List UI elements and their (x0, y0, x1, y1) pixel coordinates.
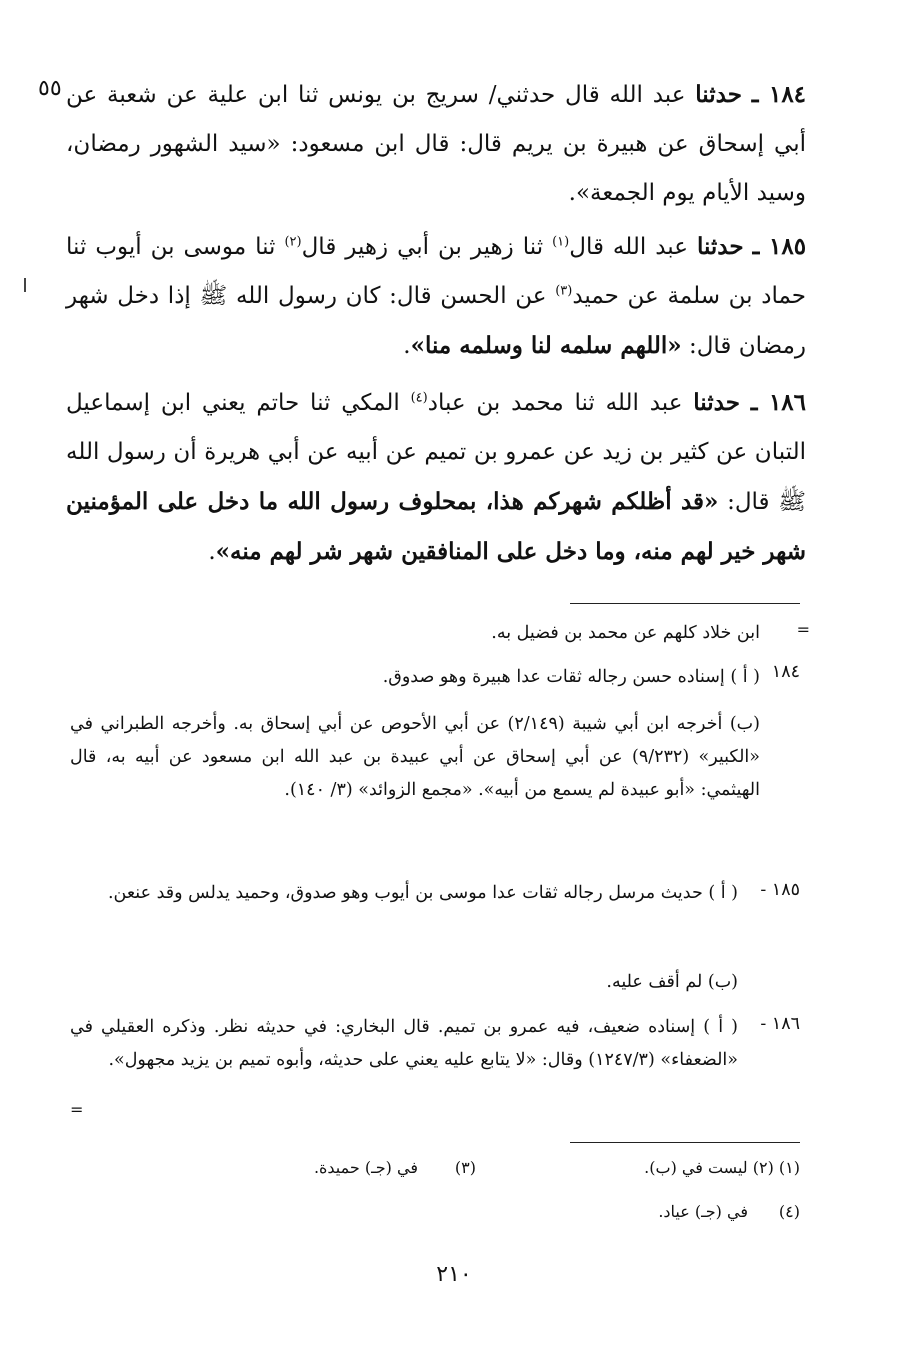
hadith-text: ثنا زهير بن أبي زهير قال (301, 234, 544, 260)
note-184-b: (ب) أخرجه ابن أبي شيبة (٢/١٤٩) عن أبي الأحوص عن أبي إسحاق به. وأخرجه الطبراني في «الكبير» (٩/٢٣٢) عن أبي إسحاق عن أبي عبيدة بن عبد الله ابن مسعود عن أبيه به، قال الهيثمي: «أبو عبيدة لم يسمع من أبيه». «مجمع الزوائد» (٣/ ١٤٠). (70, 714, 760, 800)
note-185-a: ( أ ) حديث مرسل رجاله ثقات عدا موسى بن أيوب وهو صدوق، وحميد يدلس وقد عنعن. (107, 883, 738, 903)
hadith-lead-word: حدثنا (695, 81, 742, 108)
margin-mark (24, 278, 26, 292)
footnote-4-label: (٤) (778, 1202, 800, 1221)
hadith-text: ثنا موسى بن أيوب ثنا حماد بن سلمة عن حميد (66, 234, 806, 309)
note-continuation: ابن خلاد كلهم عن محمد بن فضيل به. (491, 623, 760, 643)
page-number: ٢١٠ (436, 1262, 472, 1287)
hadith-quote: «قد أظلكم شهركم هذا، بمحلوف رسول الله ما دخل على المؤمنين شهر خير لهم منه، وما دخل على المنافقين شهر شر لهم منه» (66, 488, 806, 565)
footnote-4-text: في (جـ) عياد. (658, 1202, 748, 1221)
continuation-mark: = (796, 620, 810, 639)
hadith-number: ١٨٥ ـ (752, 233, 807, 260)
footnote-ref: (٤) (410, 390, 428, 406)
hadith-text: عبد الله ثنا محمد بن عباد (427, 390, 683, 416)
footnote-ref: (٢) (284, 234, 302, 250)
margin-page-reference: ٥٥ (38, 76, 62, 101)
footnote-ref: (١) (552, 234, 570, 250)
continuation-mark-end: = (70, 1100, 84, 1119)
footnote-ref: (٣) (555, 283, 573, 299)
sentence-end: . (208, 539, 216, 565)
hadith-184-paragraph (66, 70, 806, 218)
hadith-number: ١٨٤ ـ (751, 81, 807, 108)
hadith-quote: «اللهم سلمه لنا وسلمه منا» (410, 332, 682, 359)
footnote-3-label: (٣) (454, 1158, 476, 1177)
note-185-label: ١٨٥ - (760, 880, 800, 900)
hadith-text: عبد الله قال حدثني/ سريج بن يونس ثنا ابن علية عن شعبة عن أبي إسحاق عن هبيرة بن يريم قال: قال ابن مسعود: «سيد الشهور رمضان، وسيد الأيام يوم الجمعة». (66, 82, 806, 206)
hadith-number: ١٨٦ ـ (750, 389, 806, 416)
hadith-text: المكي ثنا حاتم يعني ابن إسماعيل التبان عن كثير بن زيد عن عمرو بن تميم عن أبيه عن أبي هريرة أن رسول الله ﷺ قال: (66, 390, 807, 515)
note-185-b: (ب) لم أقف عليه. (606, 972, 738, 992)
hadith-185-paragraph (66, 222, 806, 371)
hadith-186-paragraph (66, 378, 806, 577)
note-184-a: ( أ ) إسناده حسن رجاله ثقات عدا هبيرة وهو صدوق. (382, 667, 760, 687)
note-184-label: ١٨٤ (771, 662, 800, 682)
notes-separator (570, 603, 800, 604)
note-186-a: ( أ ) إسناده ضعيف، فيه عمرو بن تميم. قال البخاري: في حديثه نظر. وذكره العقيلي في «الضعفاء» (١٢٤٧/٣) وقال: «لا يتابع عليه يعني على حديثه، وأبوه تميم بن يزيد مجهول». (70, 1017, 738, 1070)
hadith-lead-word: حدثنا (693, 389, 740, 416)
sentence-end: . (403, 333, 411, 359)
footnote-1-2: (١) (٢) ليست في (ب). (644, 1158, 800, 1177)
hadith-text: عن الحسن قال: كان رسول الله ﷺ إذا دخل شهر رمضان قال: (66, 283, 806, 359)
footnote-3-text: في (جـ) حميدة. (313, 1158, 418, 1177)
footnotes-separator (570, 1142, 800, 1143)
hadith-text: عبد الله قال (569, 234, 688, 260)
hadith-lead-word: حدثنا (696, 233, 744, 260)
note-186-label: ١٨٦ - (760, 1014, 800, 1034)
